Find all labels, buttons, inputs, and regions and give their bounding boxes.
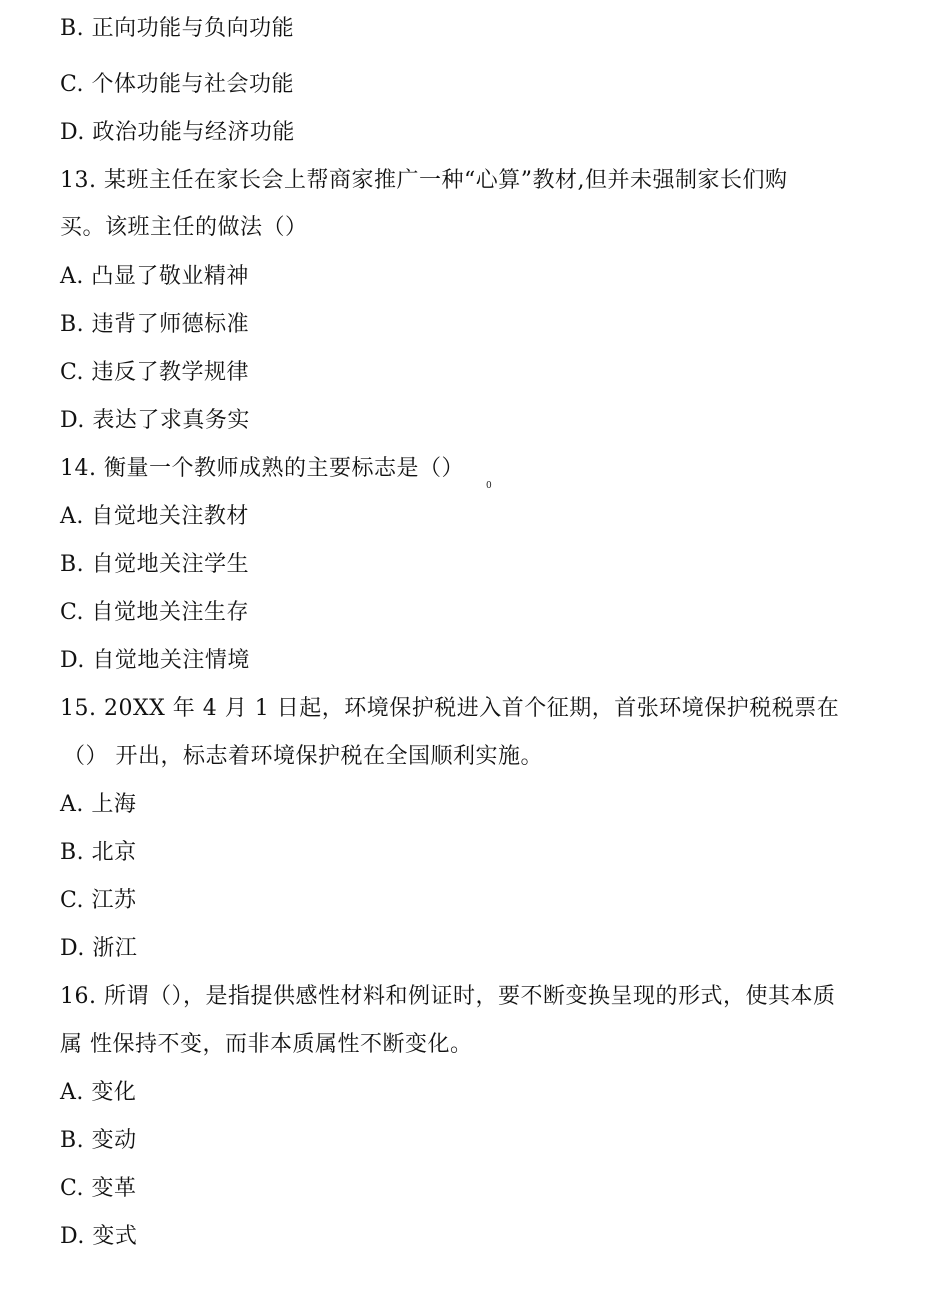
q13-option-d: D. 表达了求真务实	[60, 408, 250, 433]
q16-option-d: D. 变式	[60, 1224, 138, 1249]
q12-option-d: D. 政治功能与经济功能	[60, 120, 295, 145]
q13-option-c: C. 违反了教学规律	[60, 360, 250, 385]
q14-option-b: B. 自觉地关注学生	[60, 552, 250, 577]
q16-stem-line-1: 16. 所谓（），是指提供感性材料和例证时，要不断变换呈现的形式，使其本质	[60, 984, 836, 1009]
q16-option-a: A. 变化	[60, 1080, 137, 1105]
q14-option-a: A. 自觉地关注教材	[60, 504, 249, 529]
q13-option-a: A. 凸显了敬业精神	[60, 264, 249, 289]
q16-stem-line-2: 属 性保持不变，而非本质属性不断变化。	[60, 1032, 473, 1057]
q13-option-b: B. 违背了师德标准	[60, 312, 250, 337]
q12-option-b: B. 正向功能与负向功能	[60, 16, 295, 41]
q14-option-d: D. 自觉地关注情境	[60, 648, 250, 673]
q16-option-b: B. 变动	[60, 1128, 137, 1153]
q12-option-c: C. 个体功能与社会功能	[60, 72, 295, 97]
stray-mark: 0	[486, 481, 492, 491]
q13-stem-line-2: 买。该班主任的做法（）	[60, 215, 308, 240]
q15-option-c: C. 江苏	[60, 888, 137, 913]
q14-stem: 14. 衡量一个教师成熟的主要标志是（）	[60, 456, 464, 481]
q15-option-a: A. 上海	[60, 792, 137, 817]
q15-stem-line-2: （） 开出，标志着环境保护税在全国顺利实施。	[63, 744, 543, 769]
q15-option-b: B. 北京	[60, 840, 137, 865]
q15-option-d: D. 浙江	[60, 936, 138, 961]
q16-option-c: C. 变革	[60, 1176, 137, 1201]
q13-stem-line-1: 13. 某班主任在家长会上帮商家推广一种“心算”教材,但并未强制家长们购	[60, 168, 788, 193]
q15-stem-line-1: 15. 20XX 年 4 月 1 日起，环境保护税进入首个征期，首张环境保护税税票在	[60, 696, 840, 721]
q14-option-c: C. 自觉地关注生存	[60, 600, 250, 625]
